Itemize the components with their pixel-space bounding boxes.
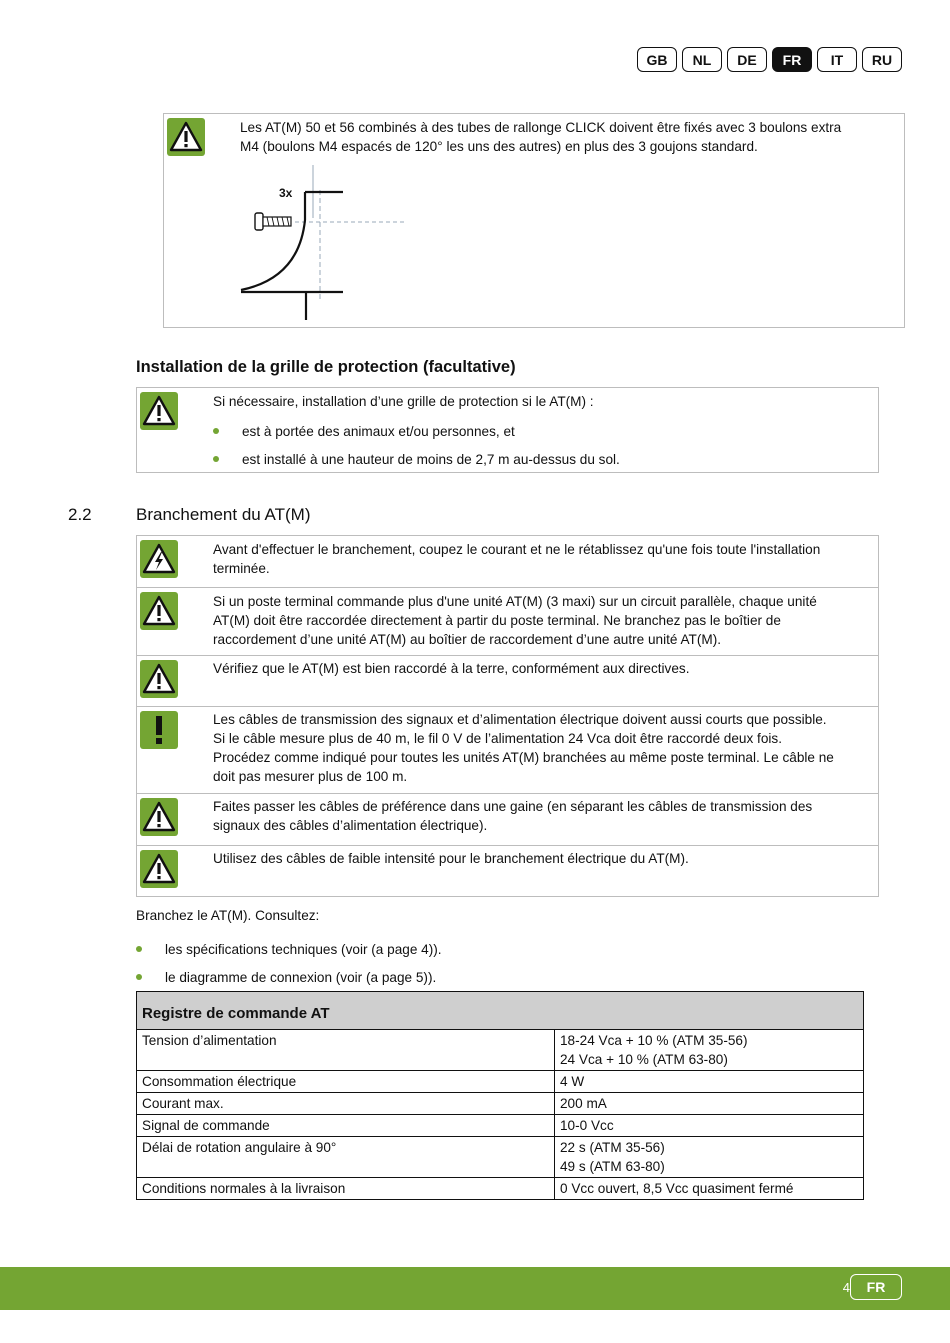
page-footer [0,1267,950,1310]
lang-button-gb[interactable]: GB [637,47,677,72]
table-cell-label: Tension d’alimentation [137,1030,555,1071]
language-selector [637,47,902,72]
warning-triangle-icon [140,660,178,698]
note-2-line-3: raccordement d’une unité AT(M) au boîtier de raccordement d’une autre unité AT(M). [213,632,721,647]
lang-button-nl[interactable]: NL [682,47,722,72]
table-cell-value: 0 Vcc ouvert, 8,5 Vcc quasiment fermé [555,1178,864,1200]
bolt-diagram [235,160,415,325]
warning-triangle-icon [140,392,178,430]
note-3-line-1: Vérifiez que le AT(M) est bien raccordé à la terre, conformément aux directives. [213,661,690,676]
table-cell-value: 4 W [555,1071,864,1093]
connect-link-diagram[interactable]: le diagramme de connexion (voir (a page 5)). [165,970,437,985]
note-4-line-3: Procédez comme indiqué pour toutes les unités AT(M) branchées au même poste terminal. Le câble ne [213,750,834,765]
section-number: 2.2 [68,505,92,524]
lang-button-fr[interactable]: FR [772,47,812,72]
warning-triangle-icon [167,118,205,156]
note-4-line-2: Si le câble mesure plus de 40 m, le fil 0 V de l’alimentation 24 Vca doit être raccordé deux fois. [213,731,782,746]
table-cell-label: Courant max. [137,1093,555,1115]
table-value-line: 49 s (ATM 63-80) [560,1159,665,1174]
warning-triangle-icon [140,798,178,836]
top-notice-line-2: M4 (boulons M4 espacés de 120° les uns des autres) en plus des 3 goujons standard. [240,139,758,154]
page-number: 4 [842,1280,850,1295]
table-cell-label: Conditions normales à la livraison [137,1178,555,1200]
connect-intro: Branchez le AT(M). Consultez: [136,908,320,923]
lang-button-ru[interactable]: RU [862,47,902,72]
exclamation-icon [140,711,178,749]
connect-link-specs[interactable]: les spécifications techniques (voir (a page 4)). [165,942,442,957]
table-row [137,1115,864,1137]
table-row [137,1178,864,1200]
note-4-line-4: doit pas mesurer plus de 100 m. [213,769,408,784]
table-value-line: 18-24 Vca + 10 % (ATM 35-56) [560,1033,748,1048]
note-2-line-2: AT(M) doit être raccordée directement à partir du poste terminal. Ne branchez pas le boîtier de [213,613,781,628]
table-cell-label: Délai de rotation angulaire à 90° [137,1137,555,1178]
table-row [137,1030,864,1071]
table-value-line: 24 Vca + 10 % (ATM 63-80) [560,1052,728,1067]
note-1-line-2: terminée. [213,561,270,576]
top-notice-line-1: Les AT(M) 50 et 56 combinés à des tubes de rallonge CLICK doivent être fixés avec 3 boulons extra [240,120,842,135]
table-row [137,1093,864,1115]
table-row [137,1137,864,1178]
warning-triangle-icon [140,850,178,888]
grille-bullet-1: est à portée des animaux et/ou personnes, et [242,424,515,439]
section-grille-title: Installation de la grille de protection (facultative) [136,358,516,376]
bullet-icon [213,428,219,434]
note-5-line-2: signaux des câbles d’alimentation électrique). [213,818,488,833]
table-title: Registre de commande AT [137,992,864,1030]
bullet-icon [136,974,142,980]
table-cell-value [555,1137,864,1178]
note-5-line-1: Faites passer les câbles de préférence dans une gaine (en séparant les câbles de transmission des [213,799,813,814]
table-cell-label: Consommation électrique [137,1071,555,1093]
note-2-line-1: Si un poste terminal commande plus d'une unité AT(M) (3 maxi) sur un circuit parallèle, chaque unité [213,594,817,609]
note-6-line-1: Utilisez des câbles de faible intensité pour le branchement électrique du AT(M). [213,851,689,866]
table-cell-value: 10-0 Vcc [555,1115,864,1137]
grille-bullet-2: est installé à une hauteur de moins de 2,7 m au-dessus du sol. [242,452,620,467]
note-4-line-1: Les câbles de transmission des signaux et d’alimentation électrique doivent aussi courts que possible. [213,712,827,727]
section-title: Branchement du AT(M) [136,505,311,524]
lang-button-de[interactable]: DE [727,47,767,72]
electric-hazard-icon [140,540,178,578]
warning-triangle-icon [140,592,178,630]
bolt-count-label: 3x [279,186,293,200]
lang-button-it[interactable]: IT [817,47,857,72]
bullet-icon [213,456,219,462]
table-value-line: 22 s (ATM 35-56) [560,1140,665,1155]
spec-table [136,991,864,1200]
table-header-row [137,992,864,1030]
grille-intro: Si nécessaire, installation d’une grille de protection si le AT(M) : [213,394,594,409]
note-1-line-1: Avant d'effectuer le branchement, coupez le courant et ne le rétablissez qu'une fois toute l'installation [213,542,821,557]
footer-language-badge: FR [850,1274,902,1300]
table-cell-value: 200 mA [555,1093,864,1115]
table-cell-label: Signal de commande [137,1115,555,1137]
table-row [137,1071,864,1093]
bullet-icon [136,946,142,952]
table-cell-value [555,1030,864,1071]
